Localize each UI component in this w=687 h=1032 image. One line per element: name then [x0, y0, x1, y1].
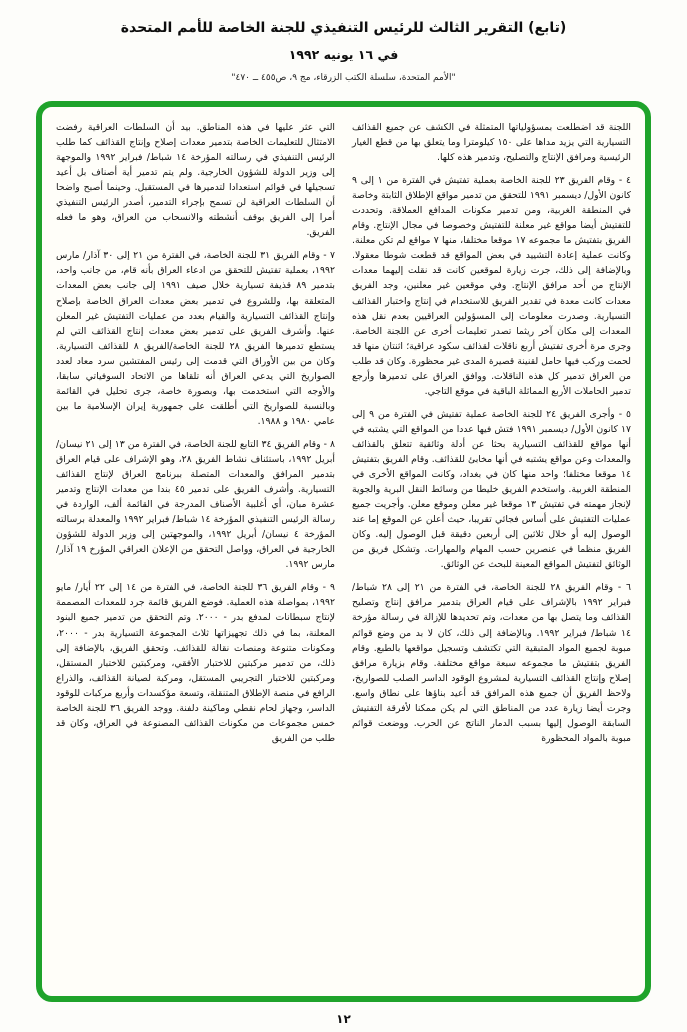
title-line-2: في ١٦ يونيه ١٩٩٢: [288, 47, 399, 62]
title-line-1: (تابع) التقرير الثالث للرئيس التنفيذي للجنة الخاصة للأمم المتحدة: [120, 20, 567, 36]
paragraph-9: ٩ - وقام الفريق ٣٦ للجنة الخاصة، في الفترة من ١٤ إلى ٢٢ أيار/ مايو ١٩٩٢، بمواصلة هذه العملية. فوضع الفريق قائمة جرد للمعدات المصممة لإنتاج سبطانات لمدفع بدر - ٢٠٠٠. وتم التحقق من تدمير جميع البنود المعلنة، بما في ذلك تجهيزاتها ثلاث المجموعة التسيارية بدر - ٢٠٠٠، ومكونات متنوعة ومنصات نقالة للقذائف. وتحقق الفريق، بالإضافة إلى ذلك، من تدمير مركبتين للاختبار الأفقي، ومركبتين للاختبار المستقل، ومركبتين للاختبار التجريبي المستقل، ومركبة لصيانة القذائف، والذراع الرافع في منصة الإطلاق المتنقلة، وتسعة مؤكسدات وأربع مركبات للوقود الداسر، وجهاز لحام نقطي وماكينة دلفنة. ووجد الفريق ٣٦ للجنة الخاصة خمس مجموعات من مكونات القذائف المصنوعة في العراق، وكان قد طلب من الفريق: [56, 582, 336, 744]
paragraph-continuation: اللجنة قد اضطلعت بمسؤولياتها المتمثلة في الكشف عن جميع القذائف التسيارية التي يزيد مداها على ١٥٠ كيلومترا وما يتعلق بها من قطع الغيار الرئيسية ومرافق الإنتاج والتصليح، وتدمير هذه كلها.: [352, 122, 631, 164]
right-column: [352, 120, 631, 986]
paragraph-5: ٥ - وأجرى الفريق ٢٤ للجنة الخاصة عملية تفتيش في الفترة من ٩ إلى ١٧ كانون الأول/ ديسمبر ١٩٩١ فتش فيها عددا من المواقع التي يشتبه في أنها مواقع للقذائف التسيارية بحثا عن أدلة وثائقية تتعلق بالقذائف والمعدات وعن مواقع يشتبه في أنها مخابئ للقذائف. وقام الفريق بتفتيش ١٤ موقعا مختلفا؛ واحد منها كان في بغداد، وكانت المواقع الأخرى في المنطقة الغربية. واستخدم الفريق خليطا من وسائط النقل البرية والجوية لإنجاز مهمته في تفتيش ١٣ موقعا غير معلن وموقع معلن. وأجريت جميع عمليات التفتيش على أساس فجائي تقريبا، حيث أعلن عن الموقع إما عند الوصول إليه أو خلال ثلاثين إلى أربعين دقيقة قبل الوصول إليه. وكان الفريق منظما في عنصرين حسب المهام والمهارات. وتشكل فريق من الوثائق لتفتيش المواقع المعينة للبحث عن الوثائق.: [352, 408, 631, 571]
page-number: ١٢: [336, 1012, 351, 1026]
paragraph-8: ٨ - وقام الفريق ٣٤ التابع للجنة الخاصة، في الفترة من ١٣ إلى ٢١ نيسان/ أبريل ١٩٩٢، باستئناف نشاط الفريق ٢٨، وهو الإشراف على قيام العراق بتدمير المرافق والمعدات المتصلة ببرنامج العراق لإنتاج القذائف التسيارية. وأشرف الفريق على تدمير ٤٥ بندا من معدات الإنتاج وتدمير عشرة مبان، أي أغلبية الأصناف المدرجة في القائمة ألف، الواردة في رسالة الرئيس التنفيذي المؤرخة ١٤ شباط/ فبراير ١٩٩٢ والمعدلة برسالته المؤرخة ٤ نيسان/ أبريل ١٩٩٢، والموجهتين إلى وزير الدولة للشؤون الخارجية في العراق، وواصل التحقق من الإعلان العراقي المؤرخ ١٩ آذار/ مارس ١٩٩٢.: [56, 438, 336, 571]
two-column-text: [56, 120, 631, 986]
green-content-frame: [36, 101, 651, 1002]
paragraph-4: ٤ - وقام الفريق ٢٣ للجنة الخاصة بعملية تفتيش في الفترة من ١ إلى ٩ كانون الأول/ ديسمبر ١٩٩١ للتحقق من تدمير مواقع الإطلاق الثابتة وخاصة في المنطقة الغربية، ومن تدمير مكونات المدافع العملاقة. وتحددت للتفتيش أيضا مواقع غير معلنة للتفتيش وخصوصا في مجال الإنتاج. وقام الفريق بتفتيش ما مجموعه ١٧ موقعا مختلفا، منها ٧ مواقع لم تكن معلنة. وكانت عملية إعادة التشييد في بعض المواقع قد قطعت شوطا معقولا. وبالإضافة إلى ذلك، جرت زيارة لموقعين كانت قد نقلت إليهما معدات الإنتاج من أحد مرافق الإنتاج. وفي موقعين غير معلنين، وجد الفريق معدات كانت معدة في تقدير الفريق للاستخدام في إنتاج واختبار القذائف التسيارية. وصدرت معلومات إلى المسؤولين العراقيين بعدم نقل هذه المعدات إلى مكان آخر ريثما تصدر تعليمات أخرى عن اللجنة الخاصة. وجرى مرة أخرى تفتيش أربع ناقلات لقذائف سكود عراقية؛ اثنتان منها قد لحمت وركب فيها حامل لقنينة قصيرة المدى غير محظورة. وكان قد طلب من العراق تدمير كل هذه الناقلات. ووافق العراق على تدميرها وأرجع تدمير الحاملات الأربع المماثلة الباقية في موقع التاجي.: [352, 175, 631, 397]
paragraph-6: ٦ - وقام الفريق ٢٨ للجنة الخاصة، في الفترة من ٢١ إلى ٢٨ شباط/ فبراير ١٩٩٢ بالإشراف على قيام العراق بتدمير مرافق إنتاج وتصليح القذائف وما يتصل بها من معدات، وتم تحديدها للإزالة في رسالة مؤرخة ١٤ شباط/ فبراير ١٩٩٢. وبالإضافة إلى ذلك، كان لا بد من وضع قوائم مبوبة لجميع المواد المتبقية التي تكتشف وتسجيل مواقعها بالطبع. وقام الفريق بتفتيش ما مجموعه سبعة مواقع مختلفة. وقام بزيارة مرافق إصلاح وإنتاج القذائف التسيارية لمشروع الوقود الداسر الصلب للصواريخ، ولاحظ الفريق أن جميع هذه المرافق قد أعيد بناؤها على نطاق واسع. وجرت أيضا زيارة عدد من المناطق التي لم يكن ممكنا لأفرقة التفتيش السابقة الوصول إليها بسبب الدمار الناتج عن الحرب. ووضعت قوائم مبوبة بالمواد المحظورة: [352, 582, 631, 744]
paragraph-continuation: التي عثر عليها في هذه المناطق. بيد أن السلطات العراقية رفضت الامتثال للتعليمات الخاصة بتدمير معدات إصلاح وإنتاج القذائف كما طلب الرئيس التنفيذي في رسالته المؤرخة ١٤ شباط/ فبراير ١٩٩٢ والموجهة إلى وزير الدولة للشؤون الخارجية. ولم يتم تدمير أية أصناف بل أعيد تسجيلها في قوائم استعدادا لتدميرها في المستقبل. وحينما أصبح واضحا أن السلطات العراقية لن تسمح بإجراء التدمير، أصدر الرئيس التنفيذي أمرا إلى الفريق بوقف أنشطته والانسحاب من العراق، وهو ما فعله الفريق.: [56, 122, 336, 239]
document-header: [0, 0, 687, 83]
source-note: "الأمم المتحدة، سلسلة الكتب الزرقاء، مج ٩، ص٤٥٥ ــ ٤٧٠": [231, 73, 456, 83]
paragraph-7: ٧ - وقام الفريق ٣١ للجنة الخاصة، في الفترة من ٢١ إلى ٣٠ آذار/ مارس ١٩٩٢، بعملية تفتيش للتحقق من ادعاء العراق بأنه قام، من جانب واحد، بتدمير ٨٩ قذيفة تسيارية خلال صيف ١٩٩١ إلى جانب بعض المعدات المتعلقة بها، وللشروع في تدمير بعض معدات العراق الخاصة بإصلاح وإنتاج القذائف التسيارية والقيام بعدد من عمليات التفتيش غير المعلن عنها. وأشرف الفريق على تدمير بعض معدات إنتاج القذائف التي لم يستطع تدميرها الفريق ٢٨ للجنة الخاصة/الفريق ٨ للقذائف التسيارية. وكان من بين الأوراق التي قدمت إلى رئيس المفتشين سرد معاد لعدد الصواريخ التي يدعي العراق أنه تلقاها من الاتحاد السوفياتي سابقا، والأوجه التي استخدمت بها، وبصورة خاصة، جرى تحليل في القائمة وبالنسبة للصواريخ التي أطلقت على جمهورية إيران الإسلامية ما بين عامي ١٩٨٠ و ١٩٨٨.: [56, 250, 335, 427]
left-column: [56, 120, 335, 986]
